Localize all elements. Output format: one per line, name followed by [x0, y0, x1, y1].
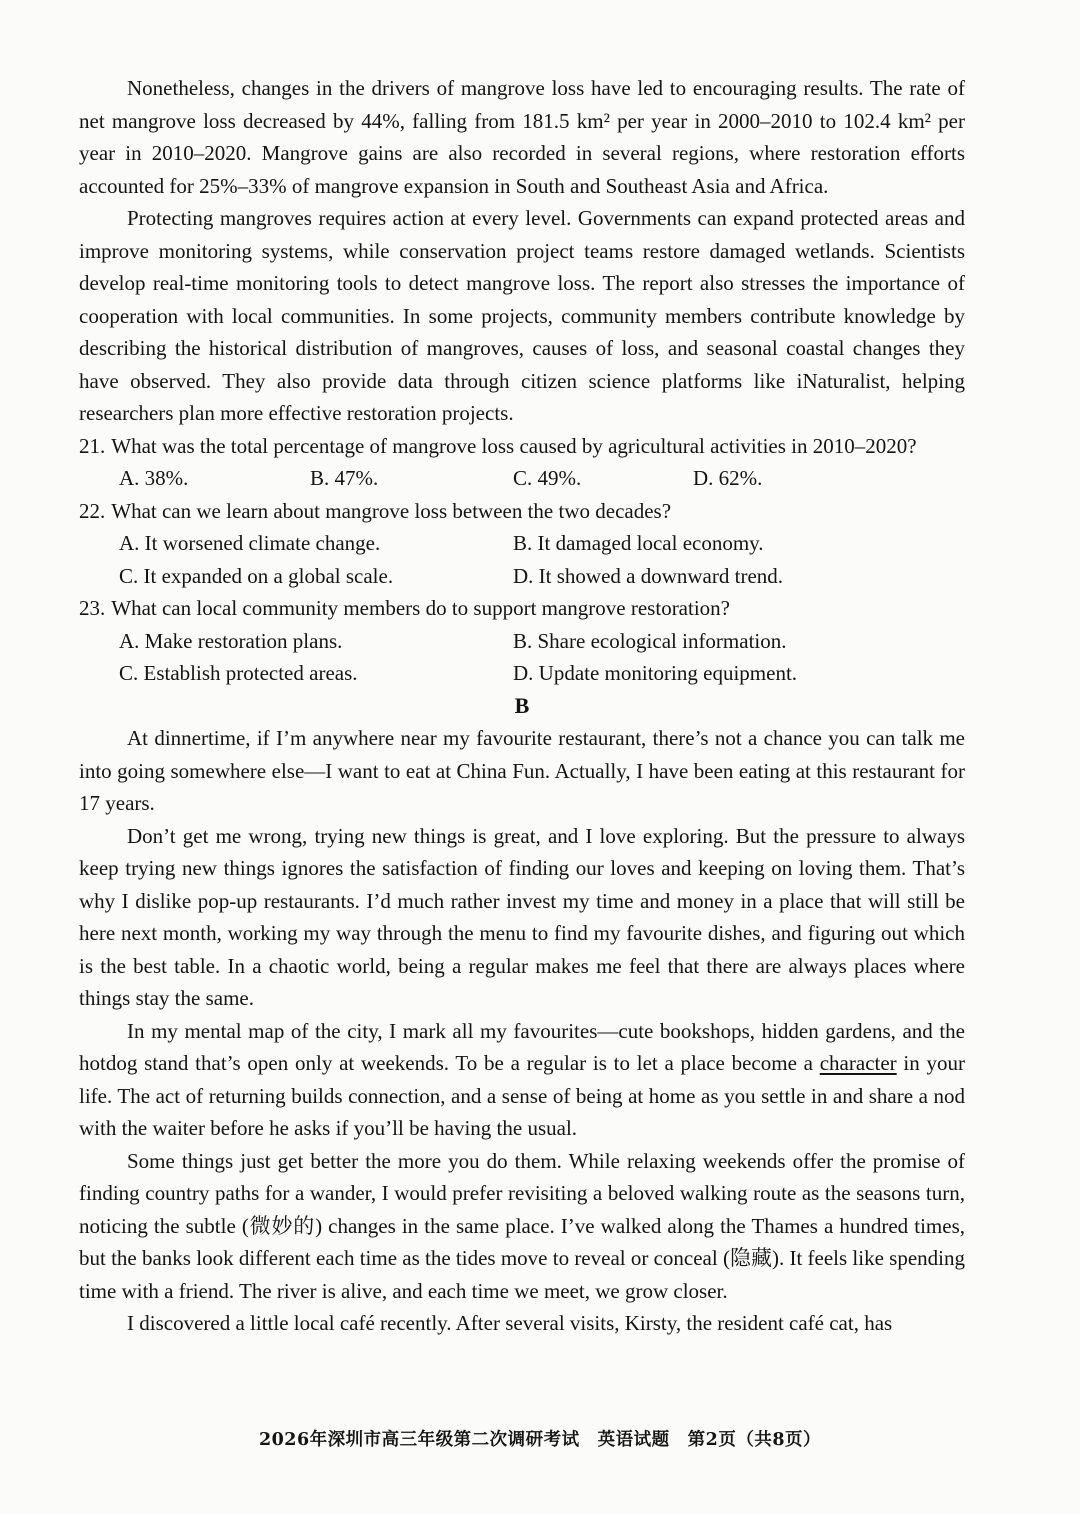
- options-row: [79, 527, 965, 560]
- option-a: A. It worsened climate change.: [119, 531, 381, 555]
- passage-b-paragraph-4: Some things just get better the more you do them. While relaxing weekends offer the promise of finding country paths for a wander, I would prefer revisiting a beloved walking route as the seasons turn, noticing the subtle (微妙的) changes in the same place. I’ve walked along the Thames a hundred times, but the banks look different each time as the tides move to reveal or conceal (隐藏). It feels like spending time with a friend. The river is alive, and each time we meet, we grow closer.: [79, 1148, 965, 1303]
- question-23: [79, 592, 965, 690]
- option-c: C. It expanded on a global scale.: [119, 563, 394, 588]
- question-number: 23.: [79, 596, 106, 620]
- paragraph-text: In my mental map of the city, I mark all my favourites—cute bookshops, hidden gardens, and the hotdog stand that’s open only at weekends. To be a regular is to let a place become a: [79, 1018, 965, 1075]
- passage-b-paragraph-5: I discovered a little local café recently. After several visits, Kirsty, the resident café cat, has: [127, 1311, 893, 1335]
- option-d: D. Update monitoring equipment.: [513, 661, 798, 685]
- question-text: What was the total percentage of mangrove loss caused by agricultural activities in 2010–2020?: [111, 433, 917, 458]
- questions-21-23: [79, 430, 965, 690]
- option-b: B. Share ecological information.: [513, 628, 787, 653]
- exam-name: 2026年深圳市高三年级第二次调研考试: [258, 1430, 580, 1450]
- option-a: A. 38%.: [119, 466, 189, 490]
- question-number: 22.: [79, 498, 106, 523]
- question-22: [79, 495, 965, 593]
- options-row: [79, 657, 965, 690]
- option-c: C. Establish protected areas.: [119, 661, 358, 685]
- exam-page: [79, 72, 965, 1340]
- option-a: A. Make restoration plans.: [119, 628, 343, 653]
- question-stem: [79, 430, 965, 463]
- option-d: D. It showed a downward trend.: [513, 563, 784, 588]
- page-number: 第2页（共8页）: [687, 1430, 822, 1450]
- passage-a: [79, 72, 965, 430]
- question-text: What can local community members do to support mangrove restoration?: [111, 596, 730, 620]
- option-c: C. 49%.: [513, 466, 582, 490]
- passage-a-paragraph-2: Protecting mangroves requires action at every level. Governments can expand protected areas and improve monitoring systems, while conservation project teams restore damaged wetlands. Scientists develop real-time monitoring tools to detect mangrove loss. The report also stresses the importance of cooperation with local communities. In some projects, community members contribute knowledge by describing the historical distribution of mangroves, causes of loss, and seasonal coastal changes they have observed. They also provide data through citizen science platforms like iNaturalist, helping researchers plan more effective restoration projects.: [79, 206, 965, 425]
- question-stem: [79, 495, 965, 528]
- passage-b-paragraph-1: At dinnertime, if I’m anywhere near my favourite restaurant, there’s not a chance you can talk me into going somewhere else—I want to eat at China Fun. Actually, I have been eating at this restaurant for 17 years.: [79, 726, 965, 815]
- passage-a-paragraph-1: Nonetheless, changes in the drivers of mangrove loss have led to encouraging results. The rate of net mangrove loss decreased by 44%, falling from 181.5 km² per year in 2000–2010 to 102.4 km² per year in 2010–2020. Mangrove gains are also recorded in several regions, where restoration efforts accounted for 25%–33% of mangrove expansion in South and Southeast Asia and Africa.: [79, 76, 965, 198]
- option-d: D. 62%.: [693, 466, 763, 490]
- options-row: [79, 560, 965, 593]
- question-text: What can we learn about mangrove loss between the two decades?: [111, 498, 672, 523]
- underlined-word: character: [819, 1051, 897, 1075]
- section-title: B: [514, 692, 530, 718]
- passage-b-paragraph-2: Don’t get me wrong, trying new things is great, and I love exploring. But the pressure to always keep trying new things ignores the satisfaction of finding our loves and keeping on loving them. That’s why I dislike pop-up restaurants. I’d much rather invest my time and money in a place that will still be here next month, working my way through the menu to find my favourite dishes, and figuring out which is the best table. In a chaotic world, being a regular makes me feel that there are always places where things stay the same.: [79, 823, 965, 1010]
- subject-name: 英语试题: [597, 1430, 670, 1450]
- passage-b-paragraph-3: [79, 1015, 965, 1145]
- option-b: B. It damaged local economy.: [513, 531, 764, 555]
- question-21: [79, 430, 965, 495]
- question-stem: [79, 592, 965, 625]
- question-number: 21.: [79, 433, 106, 458]
- option-b: B. 47%.: [310, 466, 379, 490]
- options-row: [79, 625, 965, 658]
- passage-b: [79, 690, 965, 1340]
- options-row: [79, 462, 965, 495]
- paragraph-text: in your life. The act of returning builds connection, and a sense of being at home as you settle in and share a nod with the waiter before he asks if you’ll be having the usual.: [79, 1051, 966, 1140]
- page-footer: [0, 1424, 1080, 1457]
